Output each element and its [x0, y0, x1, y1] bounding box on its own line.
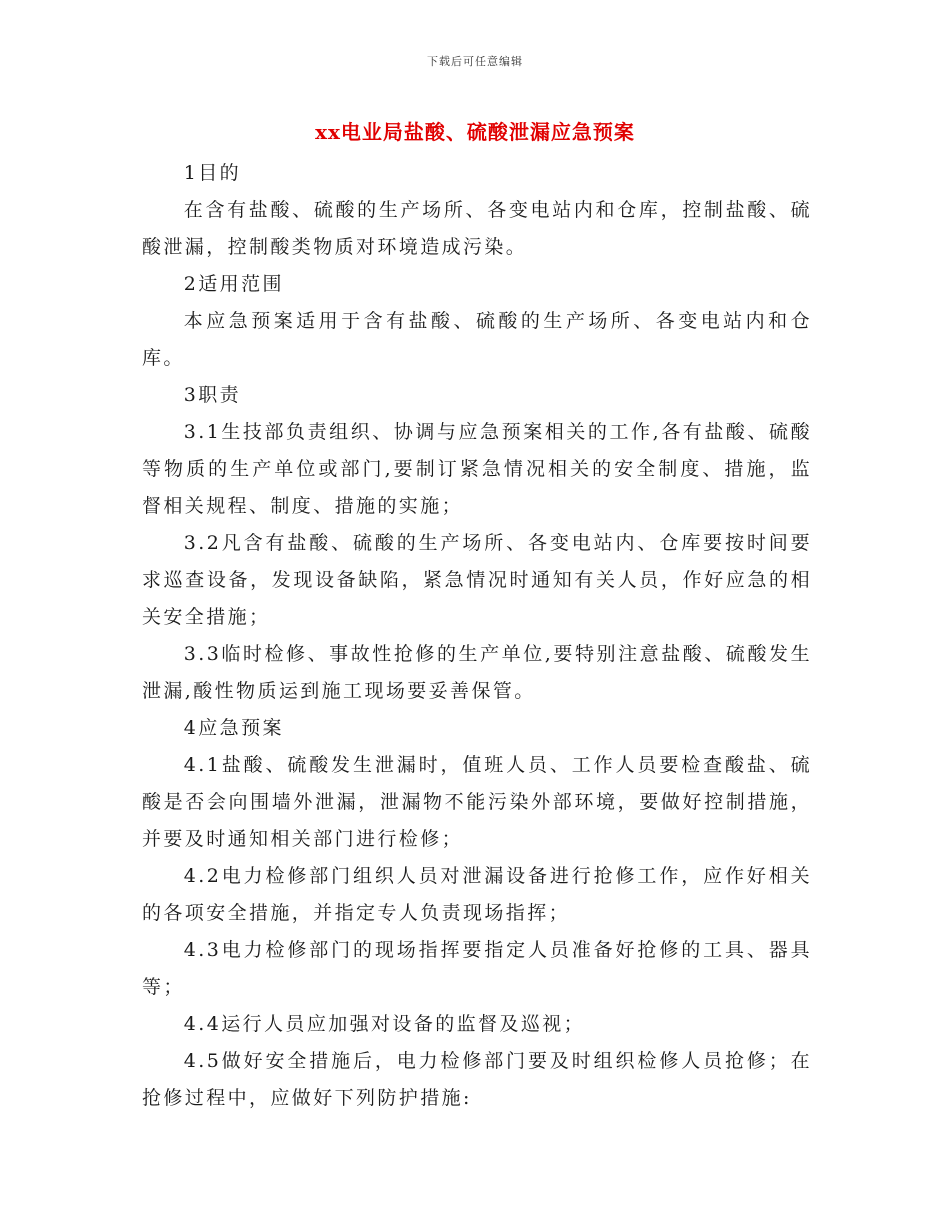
paragraph-plan-4-5: 4.5做好安全措施后，电力检修部门要及时组织检修人员抢修；在抢修过程中，应做好下列防护措施: — [142, 1050, 812, 1109]
paragraph-plan-4-4: 4.4运行人员应加强对设备的监督及巡视； — [183, 1013, 586, 1035]
paragraph-plan-4-1: 4.1盐酸、硫酸发生泄漏时，值班人员、工作人员要检查酸盐、硫酸是否会向围墙外泄漏，泄漏物不能污染外部环境，要做好控制措施，并要及时通知相关部门进行检修； — [142, 754, 812, 850]
section-heading-scope: 2适用范围 — [183, 273, 284, 295]
page-header-note: 下载后可任意编辑 — [427, 55, 523, 68]
paragraph-duty-3-2: 3.2凡含有盐酸、硫酸的生产场所、各变电站内、仓库要按时间要求巡查设备，发现设备缺陷，紧急情况时通知有关人员，作好应急的相关安全措施； — [142, 532, 812, 628]
section-heading-duties: 3职责 — [183, 384, 242, 406]
paragraph-plan-4-3: 4.3电力检修部门的现场指挥要指定人员准备好抢修的工具、器具等； — [142, 939, 812, 998]
paragraph-duty-3-3: 3.3临时检修、事故性抢修的生产单位,要特别注意盐酸、硫酸发生泄漏,酸性物质运到施工现场要妥善保管。 — [142, 643, 812, 702]
document-title: xx电业局盐酸、硫酸泄漏应急预案 — [315, 120, 635, 144]
document-body — [142, 155, 812, 1117]
paragraph-scope: 本应急预案适用于含有盐酸、硫酸的生产场所、各变电站内和仓库。 — [142, 310, 812, 369]
section-heading-emergency-plan: 4应急预案 — [183, 717, 284, 739]
paragraph-purpose: 在含有盐酸、硫酸的生产场所、各变电站内和仓库，控制盐酸、硫酸泄漏，控制酸类物质对环境造成污染。 — [142, 199, 812, 258]
paragraph-plan-4-2: 4.2电力检修部门组织人员对泄漏设备进行抢修工作，应作好相关的各项安全措施，并指定专人负责现场指挥； — [142, 865, 812, 924]
paragraph-duty-3-1: 3.1生技部负责组织、协调与应急预案相关的工作,各有盐酸、硫酸等物质的生产单位或部门,要制订紧急情况相关的安全制度、措施，监督相关规程、制度、措施的实施； — [142, 421, 812, 517]
section-heading-purpose: 1目的 — [183, 162, 242, 184]
